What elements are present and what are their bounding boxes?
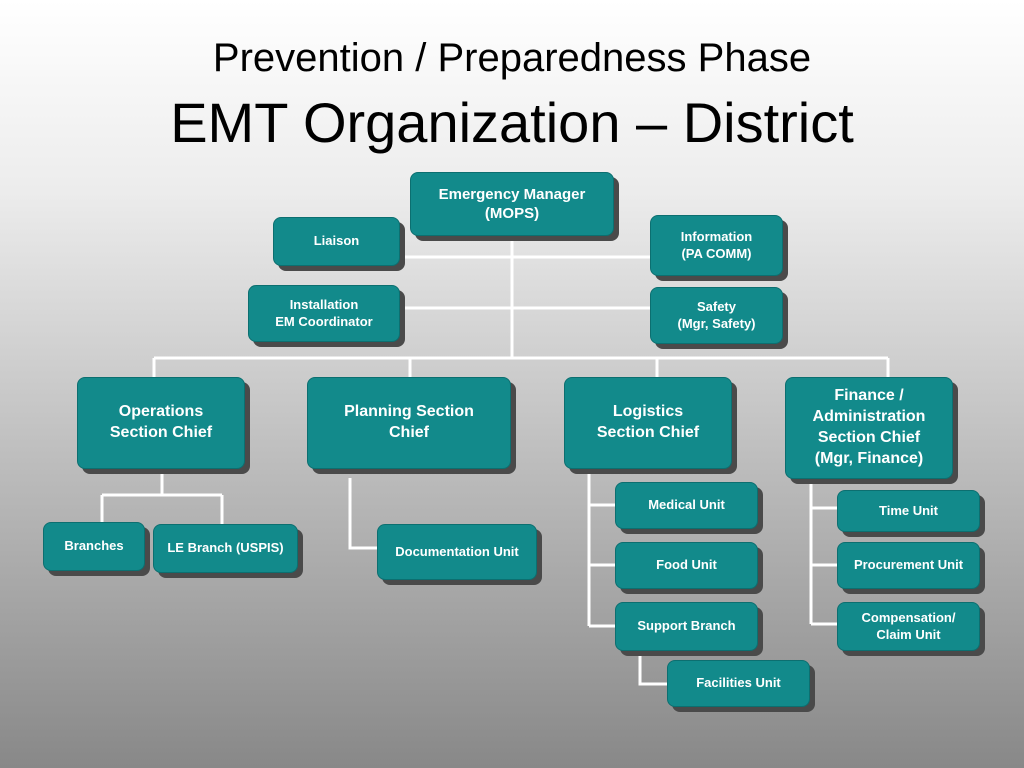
procurement-unit-box: Procurement Unit: [837, 542, 980, 589]
facilities-unit-box: Facilities Unit: [667, 660, 810, 707]
documentation-unit-box: Documentation Unit: [377, 524, 537, 580]
connector-facilities: [640, 652, 667, 684]
branches-box: Branches: [43, 522, 145, 571]
connector-documentation: [350, 478, 377, 548]
installation-em-coordinator-box: Installation EM Coordinator: [248, 285, 400, 342]
planning-section-chief-box: Planning Section Chief: [307, 377, 511, 469]
emergency-manager-box: Emergency Manager (MOPS): [410, 172, 614, 236]
food-unit-box: Food Unit: [615, 542, 758, 589]
support-branch-box: Support Branch: [615, 602, 758, 651]
finance-administration-section-chief-box: Finance / Administration Section Chief (Mgr, Finance): [785, 377, 953, 479]
title-line-2: EMT Organization – District: [170, 91, 854, 154]
liaison-box: Liaison: [273, 217, 400, 266]
information-box: Information (PA COMM): [650, 215, 783, 276]
operations-section-chief-box: Operations Section Chief: [77, 377, 245, 469]
safety-box: Safety (Mgr, Safety): [650, 287, 783, 344]
compensation-claim-unit-box: Compensation/ Claim Unit: [837, 602, 980, 651]
medical-unit-box: Medical Unit: [615, 482, 758, 529]
le-branch-box: LE Branch (USPIS): [153, 524, 298, 573]
title-line-1: Prevention / Preparedness Phase: [212, 36, 812, 80]
time-unit-box: Time Unit: [837, 490, 980, 532]
logistics-section-chief-box: Logistics Section Chief: [564, 377, 732, 469]
